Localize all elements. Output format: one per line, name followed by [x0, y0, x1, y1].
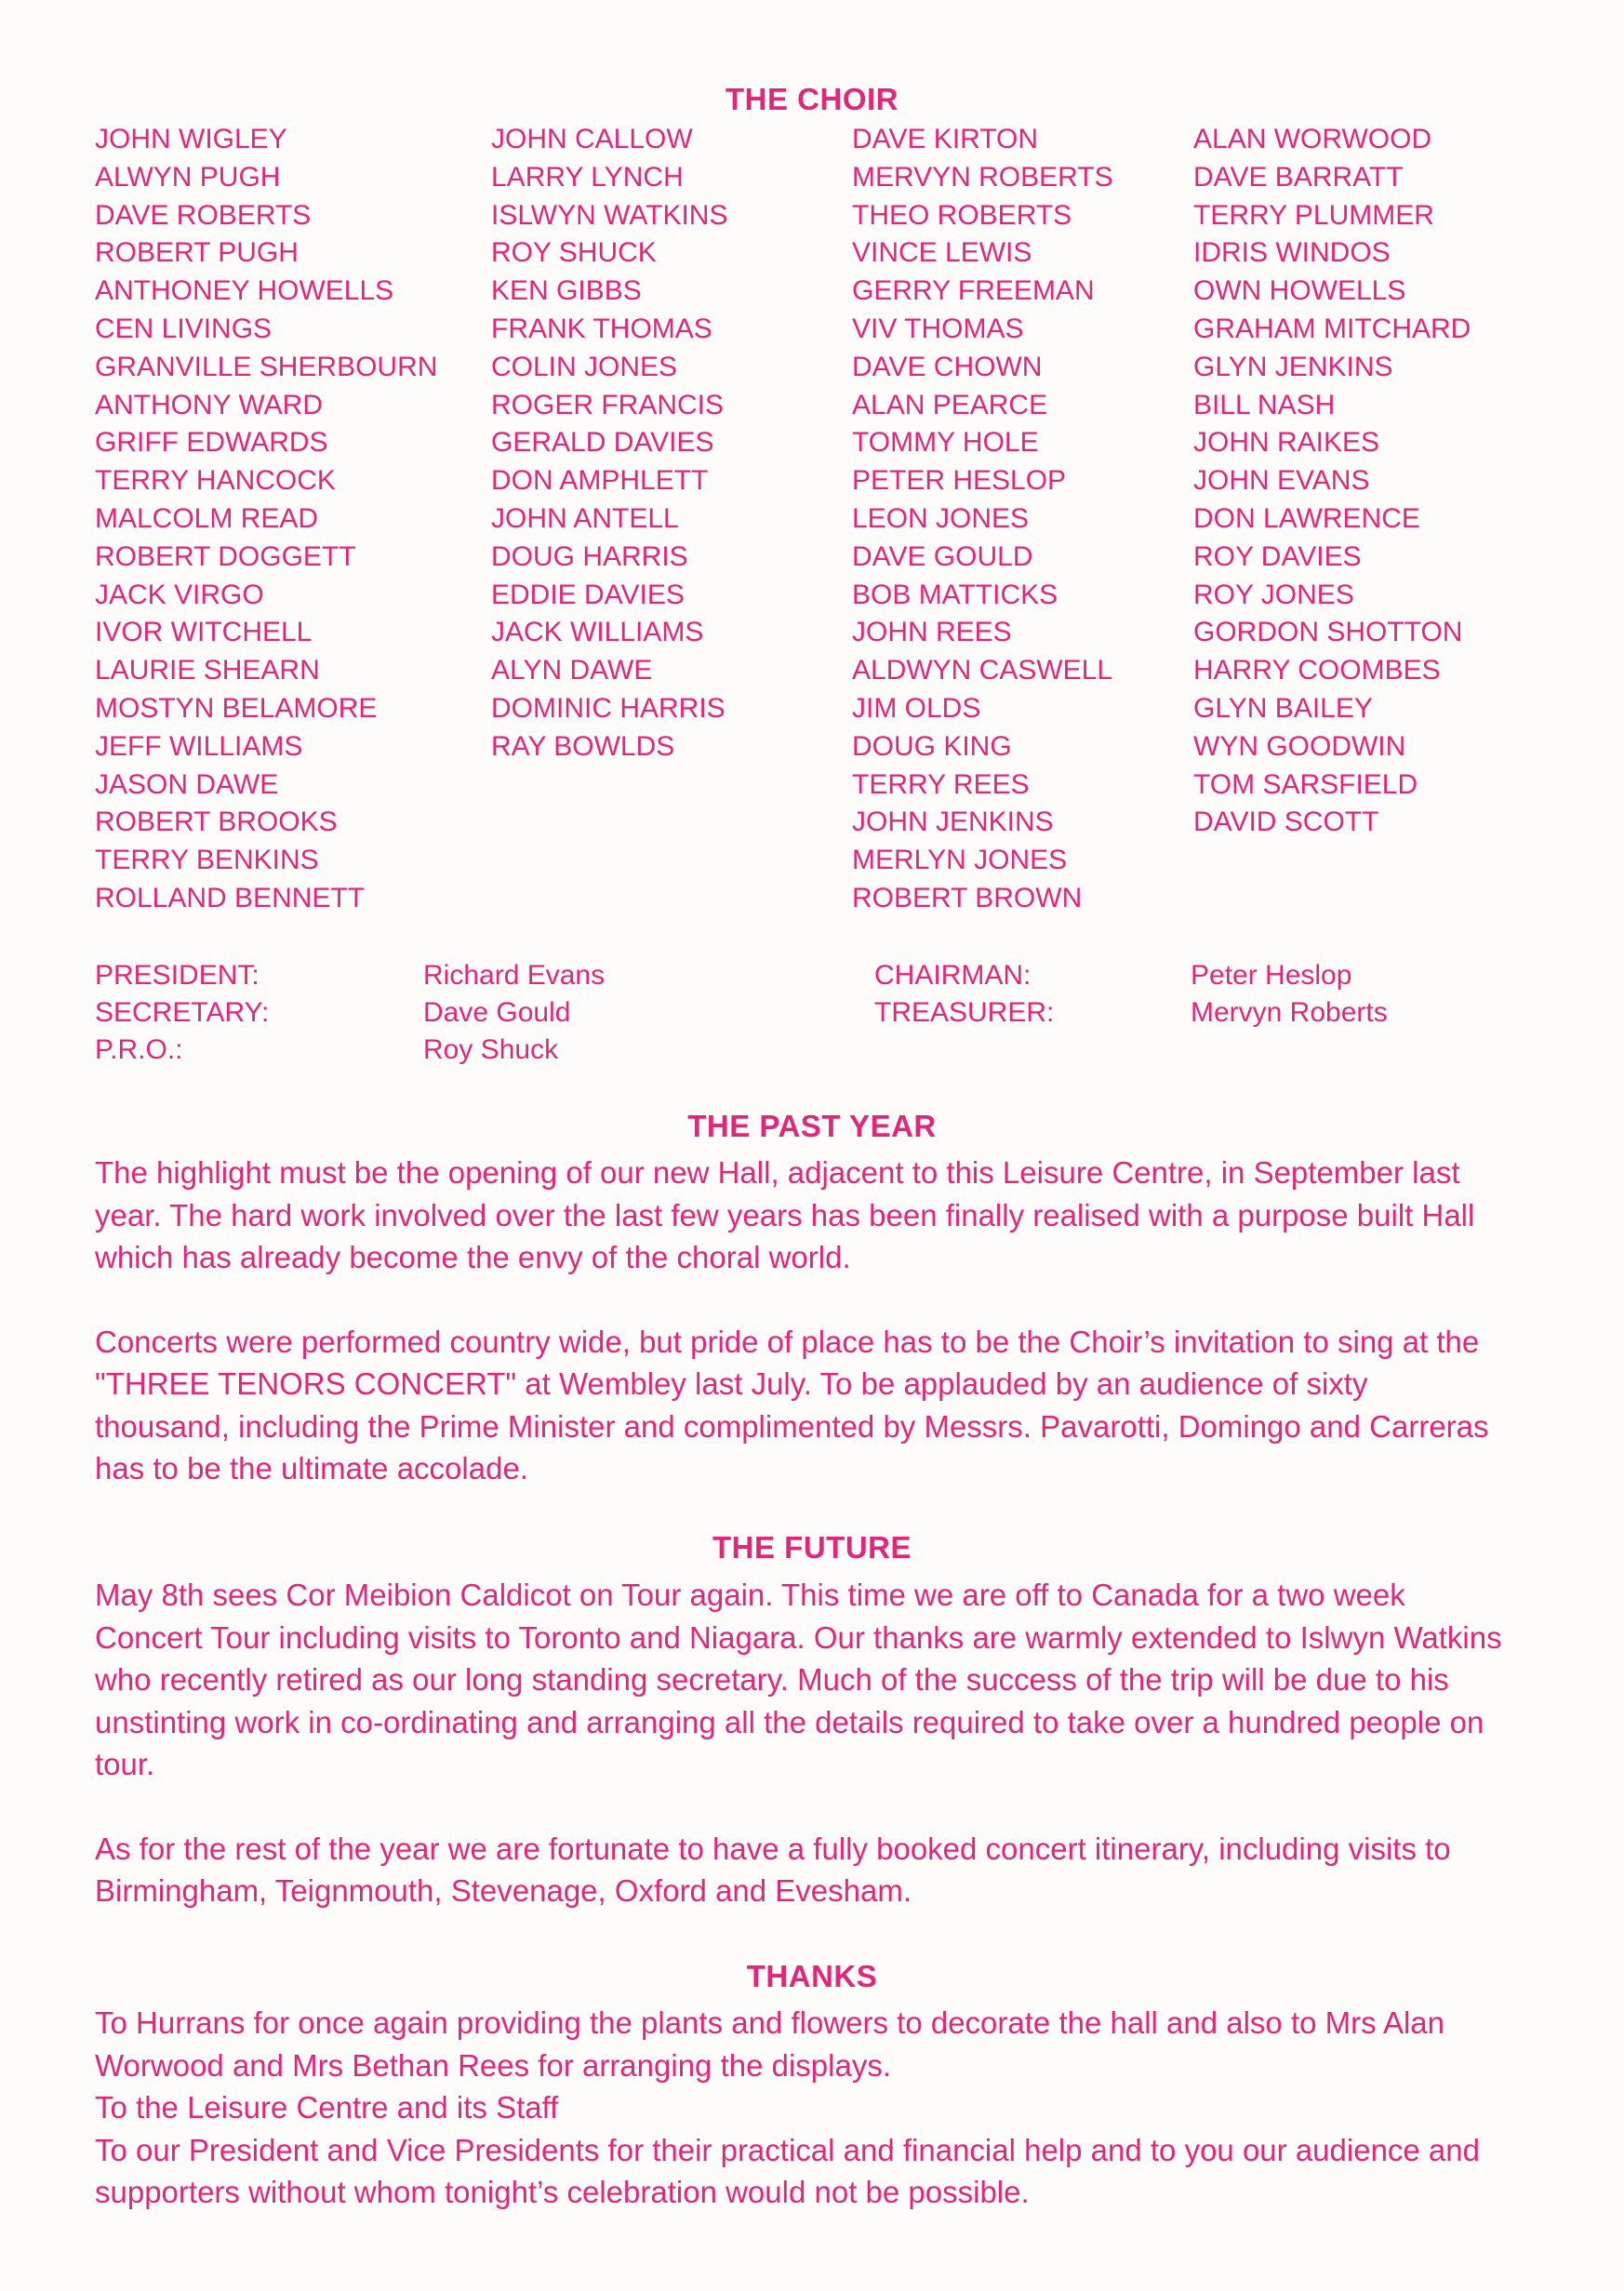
choir-member-name: ALWYN PUGH — [95, 161, 281, 193]
choir-member-name: ANTHONEY HOWELLS — [95, 275, 394, 307]
past-year-paragraph-1: The highlight must be the opening of our new Hall, adjacent to this Leisure Centre, in September last year. The hard work involved over the last few years has been finally realised with a purpose built Hall which has already become the envy of the choral world. — [95, 1155, 1475, 1274]
choir-member-name: PETER HESLOP — [852, 465, 1067, 497]
choir-member-name: JOHN CALLOW — [491, 124, 693, 154]
choir-member-name: ROBERT BROWN — [852, 882, 1083, 913]
choir-member-name: GERRY FREEMAN — [852, 275, 1095, 307]
choir-member-name: JOHN RAIKES — [1193, 427, 1380, 459]
choir-member-name: DAVE ROBERTS — [95, 199, 312, 231]
treasurer-label: TREASURER: — [874, 997, 1055, 1028]
choir-member-name: LAURIE SHEARN — [95, 655, 320, 686]
future-section — [95, 1574, 1509, 1912]
secretary-name: Dave Gould — [423, 997, 571, 1028]
choir-member-name: MALCOLM READ — [95, 502, 319, 534]
choir-member-name: WYN GOODWIN — [1193, 730, 1406, 762]
choir-member-name: JACK VIRGO — [95, 579, 264, 610]
choir-member-name: BILL NASH — [1193, 389, 1336, 420]
choir-member-name: ROBERT DOGGETT — [95, 540, 356, 572]
choir-member-name: ALDWYN CASWELL — [852, 655, 1113, 686]
past-year-heading: THE PAST YEAR — [687, 1109, 937, 1143]
choir-member-name: MERLYN JONES — [852, 845, 1068, 876]
choir-member-name: DON AMPHLETT — [491, 465, 709, 497]
thanks-line-3: To our President and Vice Presidents for their practical and financial help and to you our audience and supporters without whom tonight’s celebration would not be possible. — [95, 2132, 1480, 2209]
chairman-name: Peter Heslop — [1191, 960, 1352, 991]
choir-member-name: OWN HOWELLS — [1193, 275, 1406, 307]
future-heading: THE FUTURE — [712, 1530, 912, 1565]
choir-member-name: FRANK THOMAS — [491, 313, 712, 344]
president-name: Richard Evans — [423, 960, 606, 991]
thanks-heading: THANKS — [746, 1959, 878, 1993]
secretary-label: SECRETARY: — [95, 997, 270, 1028]
thanks-line-2: To the Leisure Centre and its Staff — [95, 2090, 559, 2125]
choir-member-name: HARRY COOMBES — [1193, 655, 1441, 686]
choir-column-2 — [491, 121, 727, 766]
future-paragraph-1: May 8th sees Cor Meibion Caldicot on Tour again. This time we are off to Canada for a two week Concert Tour including visits to Toronto and Niagara. Our thanks are warmly extended to Islwyn Watkins who recently retired as our long standing secretary. Much of the success of the trip will be due to his unstinting work in co-ordinating and arranging all the details required to take over a hundred people on tour. — [95, 1578, 1502, 1781]
choir-member-name: JACK WILLIAMS — [491, 617, 704, 648]
choir-member-name: TERRY PLUMMER — [1193, 199, 1434, 231]
choir-member-name: JASON DAWE — [95, 768, 279, 800]
choir-member-name: ROLLAND BENNETT — [95, 882, 366, 913]
past-year-section — [95, 1152, 1509, 1490]
choir-member-name: TOMMY HOLE — [852, 427, 1039, 459]
choir-member-name: RAY BOWLDS — [491, 730, 675, 762]
pro-label: P.R.O.: — [95, 1034, 183, 1065]
choir-member-name: ALAN WORWOOD — [1193, 124, 1432, 154]
choir-member-name: GRAHAM MITCHARD — [1193, 313, 1471, 344]
choir-member-name: ISLWYN WATKINS — [491, 199, 728, 231]
choir-member-name: GRANVILLE SHERBOURN — [95, 351, 438, 382]
choir-column-1 — [95, 121, 437, 918]
choir-member-name: KEN GIBBS — [491, 275, 642, 307]
choir-column-3 — [852, 121, 1113, 918]
choir-member-name: TERRY REES — [852, 768, 1030, 800]
choir-member-name: TERRY BENKINS — [95, 845, 319, 876]
choir-member-name: MERVYN ROBERTS — [852, 161, 1113, 193]
pro-name: Roy Shuck — [423, 1034, 559, 1065]
president-label: PRESIDENT: — [95, 960, 260, 991]
choir-member-name: IVOR WITCHELL — [95, 617, 313, 648]
choir-member-name: ALAN PEARCE — [852, 389, 1048, 420]
choir-member-name: COLIN JONES — [491, 351, 678, 382]
choir-member-name: IDRIS WINDOS — [1193, 237, 1391, 269]
choir-member-name: DAVE BARRATT — [1193, 161, 1404, 193]
choir-member-name: JOHN JENKINS — [852, 806, 1054, 838]
choir-member-name: ROY SHUCK — [491, 237, 657, 269]
choir-member-name: DOUG HARRIS — [491, 540, 688, 572]
choir-member-name: GRIFF EDWARDS — [95, 427, 328, 459]
choir-member-name: ANTHONY WARD — [95, 389, 324, 420]
choir-member-name: TOM SARSFIELD — [1193, 768, 1418, 800]
choir-member-name: DON LAWRENCE — [1193, 502, 1420, 534]
choir-member-name: CEN LIVINGS — [95, 313, 273, 344]
choir-member-name: JOHN EVANS — [1193, 465, 1370, 497]
chairman-label: CHAIRMAN: — [874, 960, 1032, 991]
choir-member-name: DAVID SCOTT — [1193, 806, 1379, 838]
choir-member-name: MOSTYN BELAMORE — [95, 692, 378, 724]
choir-member-name: DOMINIC HARRIS — [491, 692, 725, 724]
thanks-line-1: To Hurrans for once again providing the plants and flowers to decorate the hall and also to Mrs Alan Worwood and Mrs Bethan Rees for arranging the displays. — [95, 2005, 1445, 2083]
choir-member-name: ROBERT BROOKS — [95, 806, 338, 838]
choir-member-name: JIM OLDS — [852, 692, 981, 724]
choir-member-name: JOHN WIGLEY — [95, 124, 287, 154]
choir-member-name: ROBERT PUGH — [95, 237, 299, 269]
choir-member-name: DOUG KING — [852, 730, 1012, 762]
choir-member-name: ALYN DAWE — [491, 655, 653, 686]
choir-member-name: ROY DAVIES — [1193, 540, 1362, 572]
choir-member-name: JOHN REES — [852, 617, 1012, 648]
choir-member-name: VINCE LEWIS — [852, 237, 1032, 269]
choir-member-name: JEFF WILLIAMS — [95, 730, 303, 762]
choir-member-name: GERALD DAVIES — [491, 427, 714, 459]
choir-member-name: GLYN JENKINS — [1193, 351, 1393, 382]
choir-heading: THE CHOIR — [725, 82, 899, 116]
choir-member-name: DAVE KIRTON — [852, 124, 1039, 154]
choir-member-name: JOHN ANTELL — [491, 502, 679, 534]
choir-column-4 — [1193, 121, 1471, 842]
choir-member-name: ROY JONES — [1193, 579, 1354, 610]
choir-member-name: ROGER FRANCIS — [491, 389, 725, 420]
future-paragraph-2: As for the rest of the year we are fortunate to have a fully booked concert itinerary, including visits to Birmingham, Teignmouth, Stevenage, Oxford and Evesham. — [95, 1831, 1451, 1908]
choir-member-name: VIV THOMAS — [852, 313, 1024, 344]
choir-member-name: DAVE GOULD — [852, 540, 1033, 572]
choir-member-name: TERRY HANCOCK — [95, 465, 336, 497]
past-year-paragraph-2: Concerts were performed country wide, but pride of place has to be the Choir’s invitation to sing at the "THREE TENORS CONCERT" at Wembley last July. To be applauded by an audience of sixty thousand, including the Prime Minister and complimented by Messrs. Pavarotti, Domingo and Carreras has to be the ultimate accolade. — [95, 1324, 1489, 1485]
choir-member-name: GLYN BAILEY — [1193, 692, 1373, 724]
choir-member-name: LARRY LYNCH — [491, 161, 684, 193]
choir-member-name: THEO ROBERTS — [852, 199, 1072, 231]
choir-member-name: EDDIE DAVIES — [491, 579, 685, 610]
choir-member-name: LEON JONES — [852, 502, 1030, 534]
treasurer-name: Mervyn Roberts — [1191, 997, 1388, 1028]
choir-member-name: DAVE CHOWN — [852, 351, 1043, 382]
choir-member-name: BOB MATTICKS — [852, 579, 1058, 610]
thanks-section — [95, 2002, 1509, 2214]
choir-member-name: GORDON SHOTTON — [1193, 617, 1463, 648]
